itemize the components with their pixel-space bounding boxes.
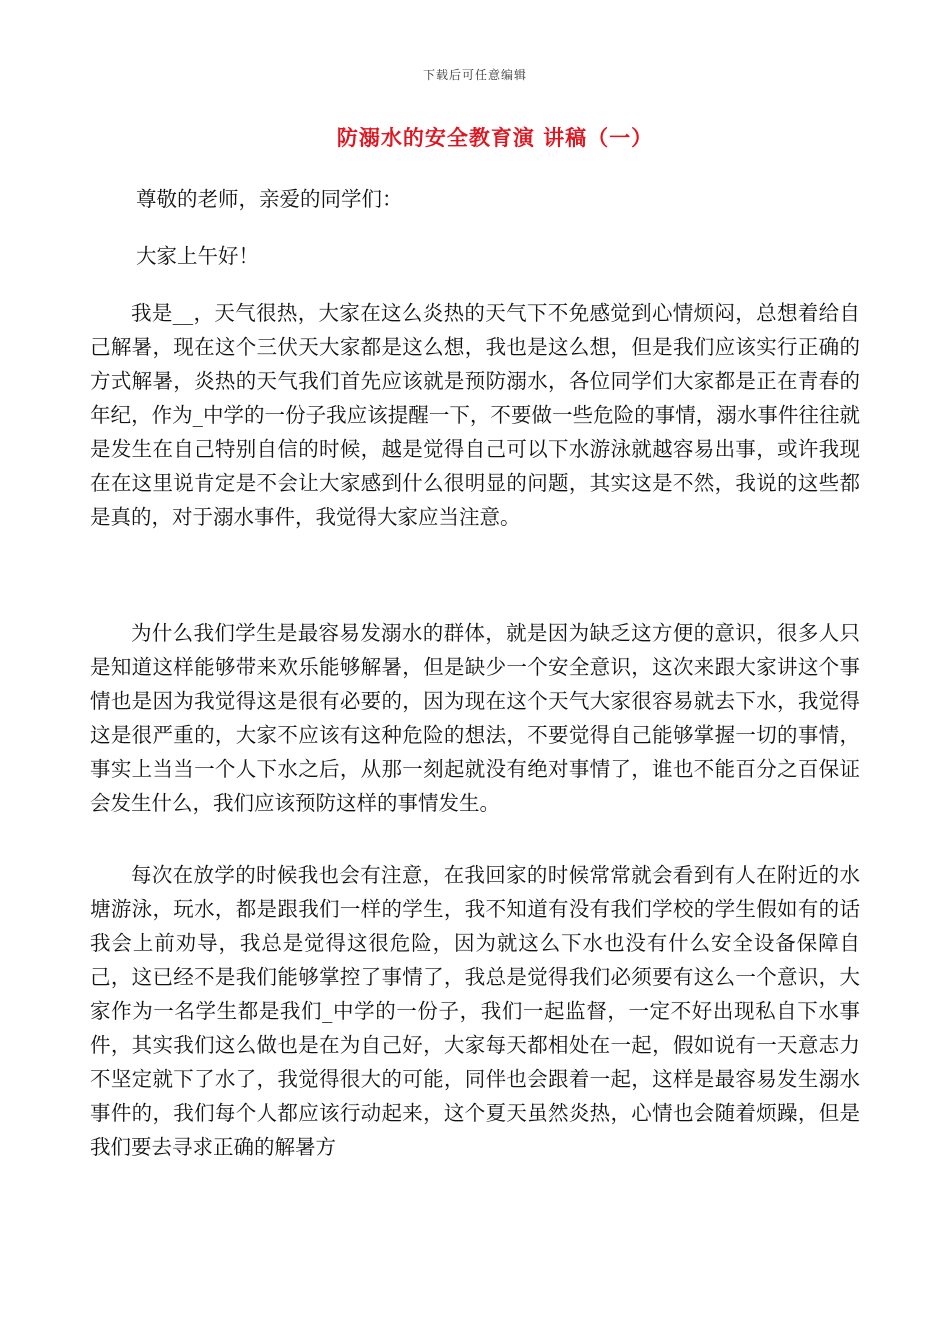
greeting: 大家上午好！	[136, 244, 259, 268]
salutation: 尊敬的老师，亲爱的同学们：	[136, 187, 403, 211]
header-note: 下载后可任意编辑	[422, 68, 527, 82]
document-title: 防溺水的安全教育演 讲稿（一）	[336, 125, 654, 150]
paragraph-1: 我是__，天气很热，大家在这么炎热的天气下不免感觉到心情烦闷，总想着给自己解暑，现在这个三伏天大家都是这么想，我也是这么想，但是我们应该实行正确的方式解暑，炎热的天气我们首先应该就是预防溺水，各位同学们大家都是正在青春的年纪，作为_中学的一份子我应该提醒一下，不要做一些危险的事情，溺水事件往往就是发生在自己特别自信的时候，越是觉得自己可以下水游泳就越容易出事，或许我现在在这里说肯定是不会让大家感到什么很明显的问题，其实这是不然，我说的这些都是真的，对于溺水事件，我觉得大家应当注意。	[90, 301, 860, 529]
paragraph-3: 每次在放学的时候我也会有注意，在我回家的时候常常就会看到有人在附近的水塘游泳，玩水，都是跟我们一样的学生，我不知道有没有我们学校的学生假如有的话我会上前劝导，我总是觉得这很危险，因为就这么下水也没有什么安全设备保障自己，这已经不是我们能够掌控了事情了，我总是觉得我们必须要有这么一个意识，大家作为一名学生都是我们_中学的一份子，我们一起监督，一定不好出现私自下水事件，其实我们这么做也是在为自己好，大家每天都相处在一起，假如说有一天意志力不坚定就下了水了，我觉得很大的可能，同伴也会跟着一起，这样是最容易发生溺水事件的，我们每个人都应该行动起来，这个夏天虽然炎热，心情也会随着烦躁，但是我们要去寻求正确的解暑方	[90, 863, 860, 1159]
paragraph-2: 为什么我们学生是最容易发溺水的群体，就是因为缺乏这方便的意识，很多人只是知道这样能够带来欢乐能够解暑，但是缺少一个安全意识，这次来跟大家讲这个事情也是因为我觉得这是很有必要的，因为现在这个天气大家很容易就去下水，我觉得这是很严重的，大家不应该有这种危险的想法，不要觉得自己能够掌握一切的事情，事实上当当一个人下水之后，从那一刻起就没有绝对事情了，谁也不能百分之百保证会发生什么，我们应该预防这样的事情发生。	[90, 621, 860, 815]
